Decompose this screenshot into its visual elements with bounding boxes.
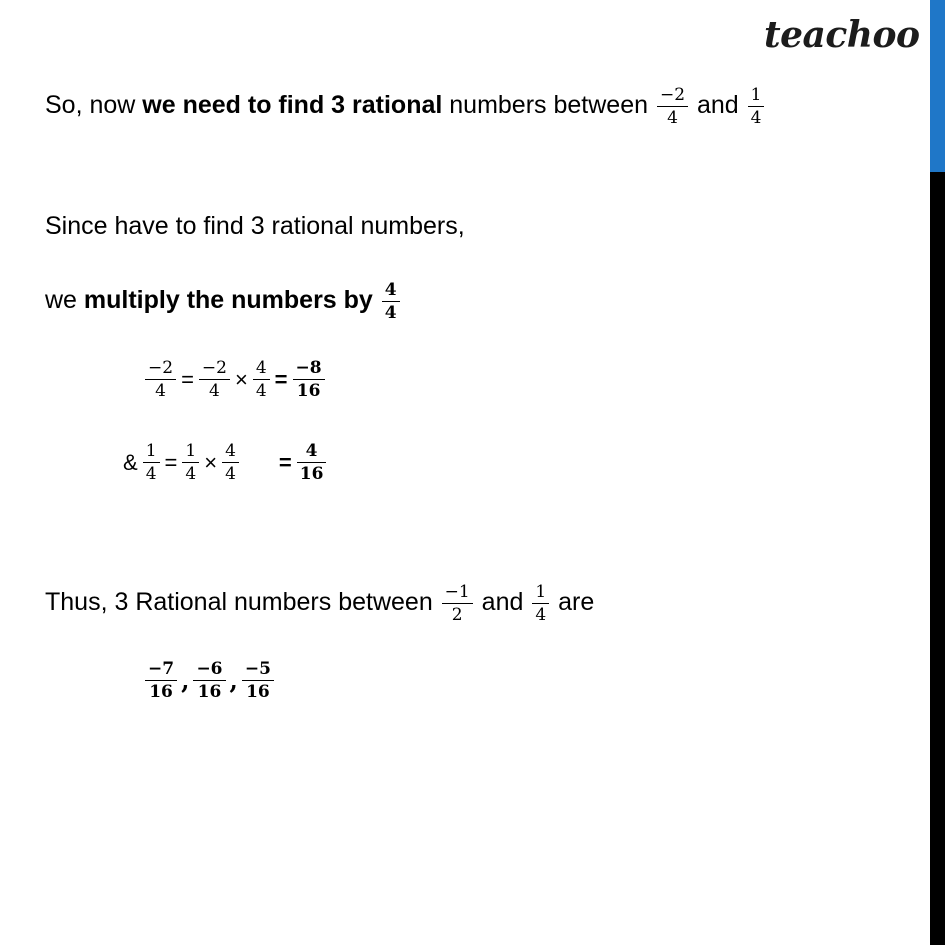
intro-mid: numbers between <box>442 91 655 120</box>
intro-prefix: So, now <box>45 91 143 120</box>
answer-minus6-16: $\frac{-6}{16}$ <box>193 658 225 703</box>
answer-line <box>143 658 276 703</box>
eq1-fraction-b: $\frac{-2}{4}$ <box>199 357 230 402</box>
fraction-4-4: $\frac{4}{4}$ <box>382 279 400 324</box>
multiply-prefix: we <box>45 286 84 315</box>
since-line: Since have to find 3 rational numbers, <box>45 212 465 240</box>
answer-minus7-16: $\frac{-7}{16}$ <box>145 658 177 703</box>
eq1-fraction-a: $\frac{-2}{4}$ <box>145 357 176 402</box>
and-text: and <box>690 91 746 120</box>
eq1-result: $\frac{-8}{16}$ <box>293 357 325 402</box>
thus-line <box>45 581 594 626</box>
eq2-ampersand: & <box>123 449 138 475</box>
thus-and: and <box>474 588 531 617</box>
eq2-equals-a: = <box>164 449 178 475</box>
eq2-fraction-b: $\frac{1}{4}$ <box>182 440 199 485</box>
multiply-bold: multiply the numbers by <box>83 286 380 315</box>
eq2-times: × <box>204 449 218 475</box>
eq1-times: × <box>234 366 248 392</box>
equation-second <box>120 440 328 485</box>
fraction-minus2-4: $\frac{-2}{4}$ <box>657 84 688 129</box>
eq1-fraction-c: $\frac{4}{4}$ <box>253 357 270 402</box>
equation-first <box>143 357 327 402</box>
side-bar <box>930 172 945 945</box>
fraction-1-4-b: $\frac{1}{4}$ <box>532 581 549 626</box>
eq1-equals-b: = <box>274 366 288 392</box>
scroll-accent-bar <box>930 0 945 172</box>
answer-comma-a: , <box>181 665 190 695</box>
answer-minus5-16: $\frac{-5}{16}$ <box>242 658 274 703</box>
thus-prefix: Thus, 3 Rational numbers between <box>45 588 440 617</box>
intro-line <box>45 84 766 129</box>
thus-suffix: are <box>551 588 595 617</box>
eq2-equals-b: = <box>278 449 292 475</box>
eq2-fraction-c: $\frac{4}{4}$ <box>222 440 239 485</box>
multiply-line <box>45 279 402 324</box>
fraction-1-4: $\frac{1}{4}$ <box>748 84 765 129</box>
eq1-equals-a: = <box>181 366 194 392</box>
eq2-result: $\frac{4}{16}$ <box>297 440 327 485</box>
teachoo-logo: teachoo <box>764 14 920 56</box>
fraction-minus1-2: $\frac{-1}{2}$ <box>442 581 473 626</box>
intro-bold: we need to find 3 rational <box>142 91 443 120</box>
eq2-fraction-a: $\frac{1}{4}$ <box>143 440 160 485</box>
answer-comma-b: , <box>229 665 238 695</box>
